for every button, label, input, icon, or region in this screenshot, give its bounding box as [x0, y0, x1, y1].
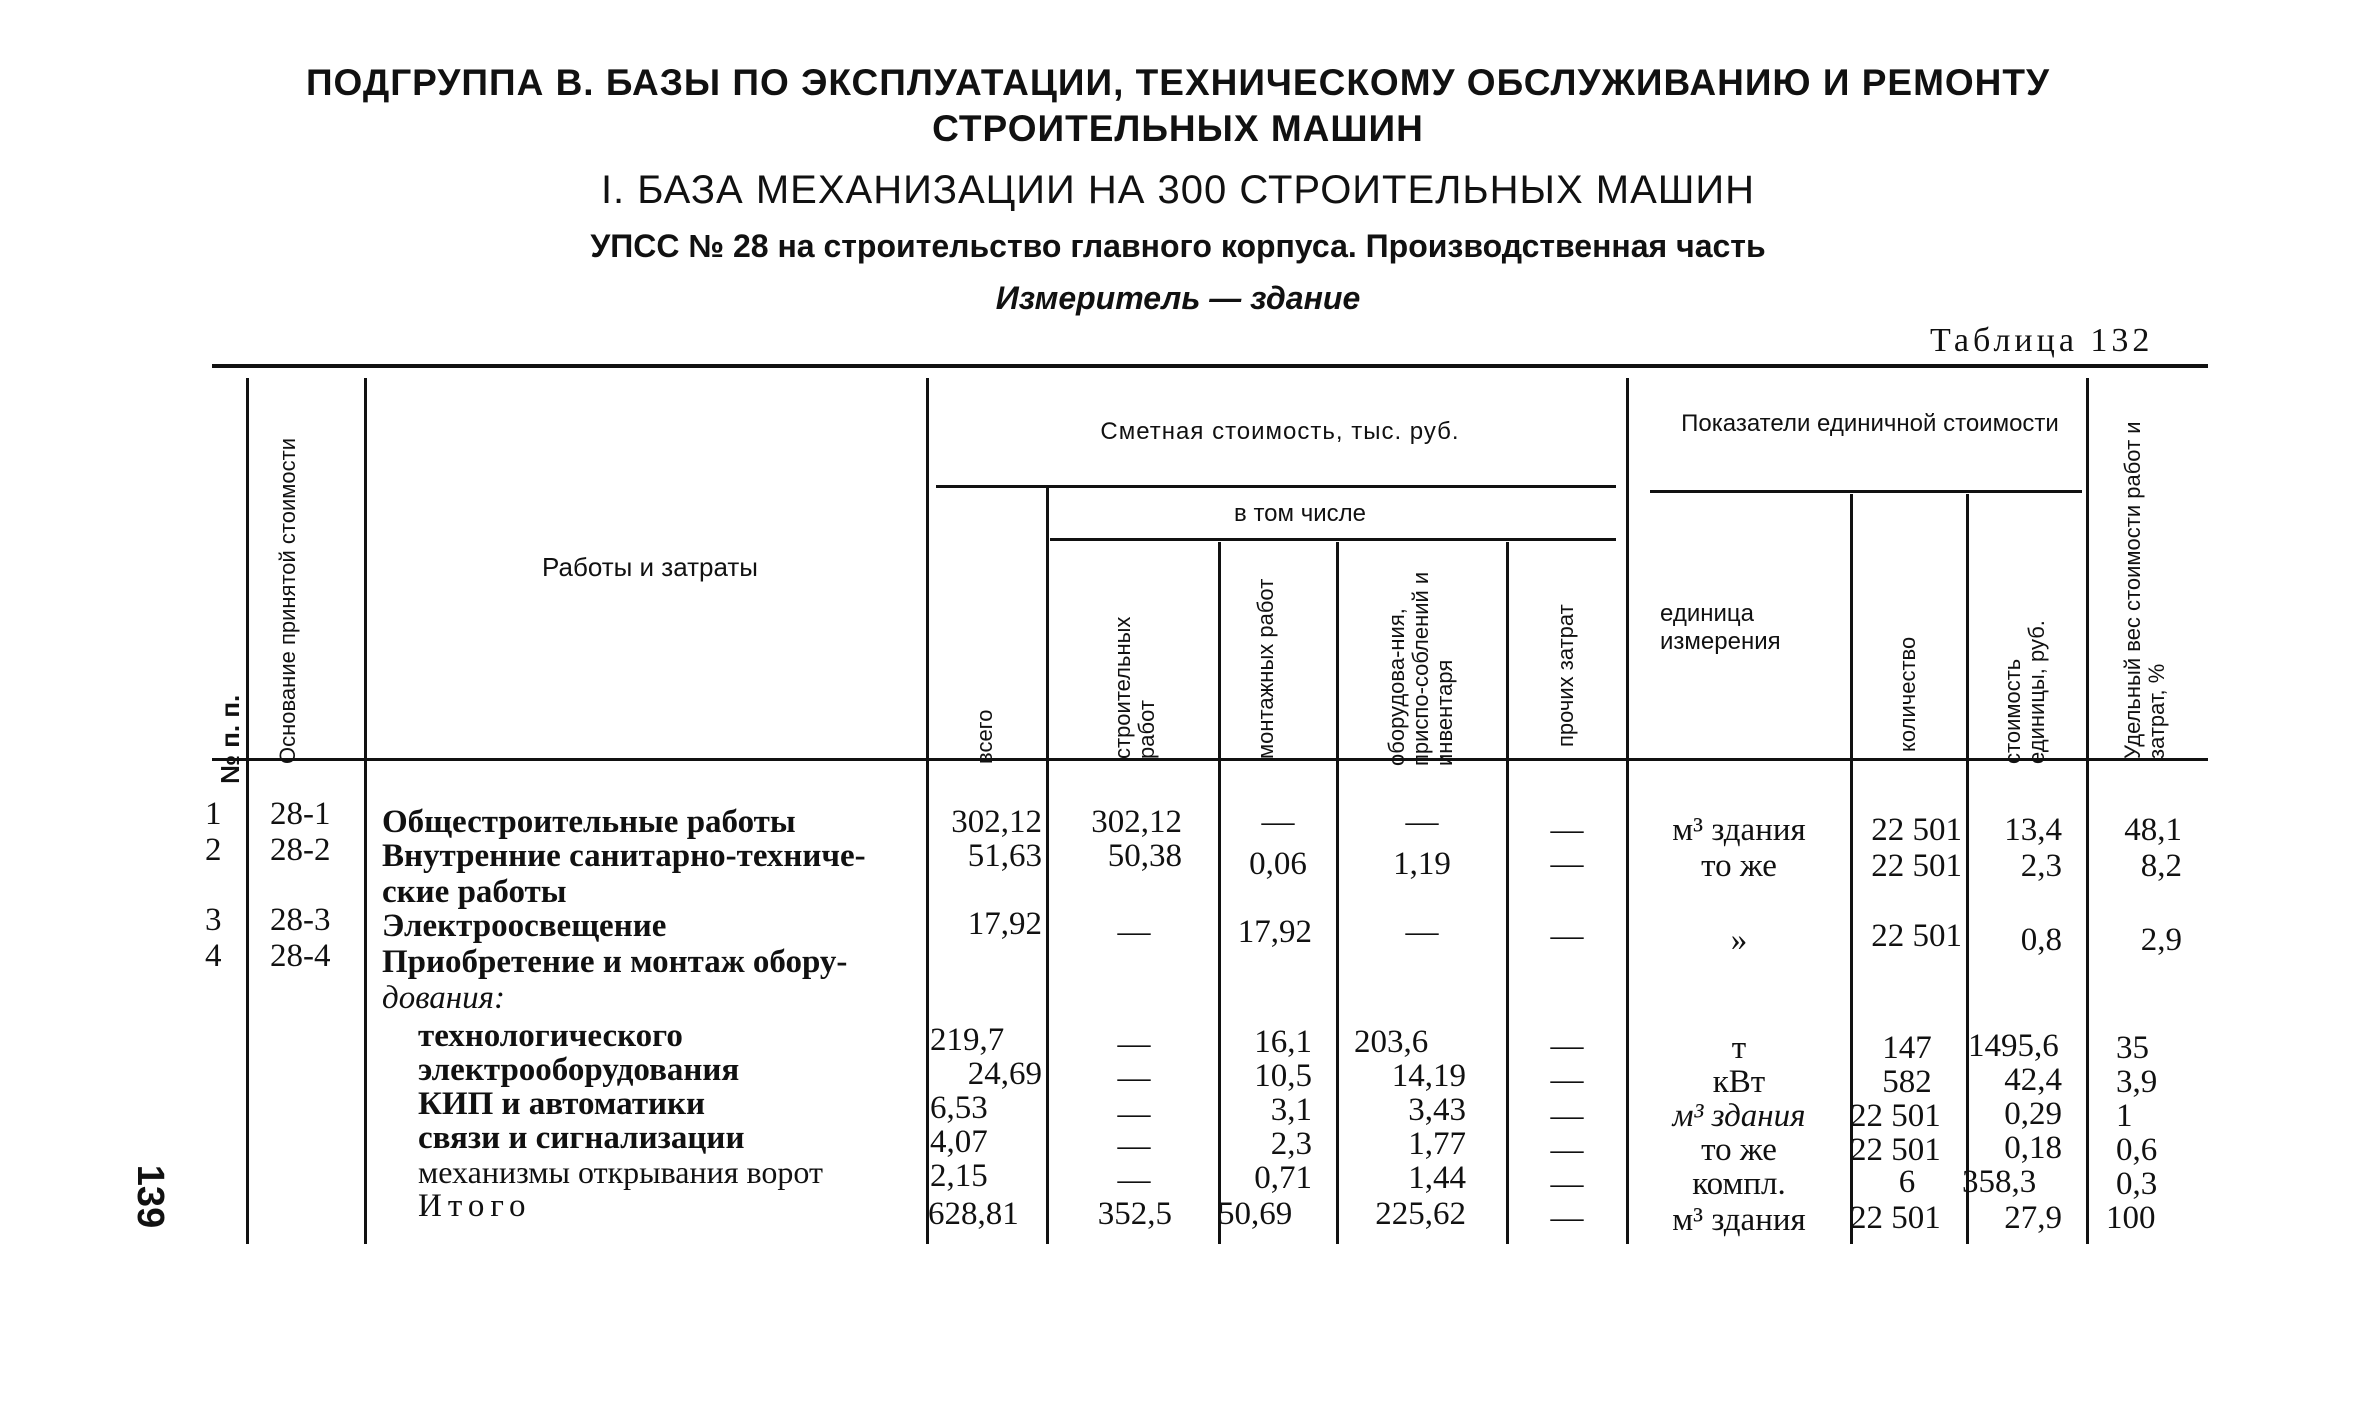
subrow-5-unit: компл. — [1692, 1166, 1786, 1202]
col-divider — [1506, 542, 1509, 1244]
subrow-2-equip: 14,19 — [1391, 1058, 1466, 1094]
subrow-1-constr: — — [1117, 1026, 1151, 1062]
row-1-name: Общестроительные работы — [382, 804, 796, 840]
row-1-ucost: 13,4 — [2004, 812, 2062, 848]
row-1-constr: 302,12 — [1091, 804, 1182, 840]
page-number: 139 — [129, 1164, 172, 1229]
total-row-constr: 352,5 — [1097, 1196, 1172, 1232]
subrow-2-qty: 582 — [1882, 1064, 1932, 1100]
subgroup-title-line1: ПОДГРУППА В. БАЗЫ ПО ЭКСПЛУАТАЦИИ, ТЕХНИЧЕСКОМУ ОБСЛУЖИВАНИЮ И РЕМОНТУ — [305, 62, 2051, 103]
subrow-4-equip: 1,77 — [1408, 1126, 1466, 1162]
col-divider — [1626, 378, 1629, 1244]
row-2-qty: 22 501 — [1871, 848, 1962, 884]
subrow-5-ucost: 358,3 — [1962, 1164, 2037, 1200]
row-3-ucost: 0,8 — [2020, 922, 2062, 958]
row-1-share: 48,1 — [2124, 812, 2182, 848]
subrow-2-name: электрооборудования — [418, 1052, 740, 1088]
row-4-basis: 28-4 — [270, 938, 331, 974]
row-2-equip: 1,19 — [1393, 846, 1451, 882]
section-title: I. БАЗА МЕХАНИЗАЦИИ НА 300 СТРОИТЕЛЬНЫХ МАШИН — [600, 168, 1756, 212]
col-header-num: № п. п. — [215, 694, 245, 784]
col-header-share: Удельный вес стоимости работ и затрат, % — [2120, 421, 2169, 759]
total-row-ucost: 27,9 — [2004, 1200, 2062, 1236]
row-2-ucost: 2,3 — [2020, 848, 2062, 884]
table-header-rule — [212, 758, 2208, 761]
row-3-basis: 28-3 — [270, 902, 331, 938]
col-header-unit-cost: стоимость единицы, руб. — [2000, 620, 2049, 764]
subrow-1-name: технологического — [418, 1018, 683, 1054]
subrow-4-qty: 22 501 — [1850, 1132, 1941, 1168]
subrow-4-total: 4,07 — [930, 1124, 988, 1160]
subrow-3-equip: 3,43 — [1408, 1092, 1466, 1128]
measure-line: Измеритель — здание — [995, 280, 1361, 316]
row-3-total: 17,92 — [967, 906, 1042, 942]
subrow-2-share: 3,9 — [2116, 1064, 2158, 1100]
col-divider — [1218, 542, 1221, 1244]
subrow-4-name: связи и сигнализации — [418, 1120, 745, 1156]
row-1-unit: м³ здания — [1672, 812, 1806, 848]
row-3-equip: — — [1405, 914, 1439, 950]
subrow-3-constr: — — [1117, 1096, 1151, 1132]
row-4-name: Приобретение и монтаж обору- — [382, 944, 848, 980]
subrow-1-other: — — [1550, 1028, 1584, 1064]
row-2-share: 8,2 — [2140, 848, 2182, 884]
col-header-total: всего — [972, 709, 997, 764]
row-1-basis: 28-1 — [270, 796, 331, 832]
row-2-num: 2 — [205, 832, 222, 868]
subrow-5-total: 2,15 — [930, 1158, 988, 1194]
row-3-other: — — [1550, 918, 1584, 954]
col-header-unit: единица измерения — [1660, 600, 1781, 655]
row-4-num: 4 — [205, 938, 222, 974]
subrow-2-total: 24,69 — [967, 1056, 1042, 1092]
subrow-1-share: 35 — [2116, 1030, 2149, 1066]
subrow-3-share: 1 — [2116, 1098, 2133, 1134]
subrow-5-constr: — — [1117, 1162, 1151, 1198]
row-1-install: — — [1261, 804, 1295, 840]
subrow-1-equip: 203,6 — [1354, 1024, 1429, 1060]
total-row-install: 50,69 — [1218, 1196, 1293, 1232]
col-header-equipment: оборудова-ния, приспо-соблений и инвентаря — [1384, 571, 1457, 766]
subrow-3-install: 3,1 — [1270, 1092, 1312, 1128]
subrow-3-total: 6,53 — [930, 1090, 988, 1126]
row-3-unit: » — [1730, 922, 1748, 958]
total-row-qty: 22 501 — [1850, 1200, 1941, 1236]
col-header-quantity: количество — [1895, 636, 1920, 752]
row-2-other: — — [1550, 846, 1584, 882]
cost-group-rule — [936, 485, 1616, 488]
col-divider — [364, 378, 367, 1244]
subrow-1-unit: т — [1731, 1030, 1747, 1066]
subrow-2-other: — — [1550, 1062, 1584, 1098]
row-2-unit: то же — [1701, 848, 1777, 884]
subrow-1-install: 16,1 — [1254, 1024, 1312, 1060]
col-header-basis: Основание принятой стоимости — [275, 437, 300, 764]
col-divider — [246, 378, 249, 1244]
col-divider — [2086, 378, 2089, 1244]
row-3-num: 3 — [205, 902, 222, 938]
col-header-other: прочих затрат — [1553, 604, 1578, 747]
subrow-5-share: 0,3 — [2116, 1166, 2158, 1202]
in-that-rule — [1050, 538, 1616, 541]
row-1-num: 1 — [205, 796, 222, 832]
row-2-install: 0,06 — [1249, 846, 1307, 882]
upss-line: УПСС № 28 на строительство главного корпуса. Производственная часть — [590, 228, 1766, 264]
table-label: Таблица 132 — [1930, 322, 2154, 359]
row-2-total: 51,63 — [967, 838, 1042, 874]
subrow-1-qty: 147 — [1882, 1030, 1932, 1066]
row-2-constr: 50,38 — [1107, 838, 1182, 874]
row-2-name: Внутренние санитарно-техниче- — [382, 838, 866, 874]
subrow-5-name: механизмы открывания ворот — [418, 1154, 823, 1190]
row-2-name-cont: ские работы — [382, 874, 567, 910]
subrow-1-ucost: 1495,6 — [1968, 1028, 2059, 1064]
subrow-3-ucost: 0,29 — [2004, 1096, 2062, 1132]
row-3-install: 17,92 — [1237, 914, 1312, 950]
row-1-equip: — — [1405, 804, 1439, 840]
col-header-works: Работы и затраты — [542, 552, 758, 582]
subrow-4-unit: то же — [1701, 1132, 1777, 1168]
subrow-3-qty: 22 501 — [1850, 1098, 1941, 1134]
col-divider — [1046, 488, 1049, 1244]
row-3-name: Электроосвещение — [382, 908, 667, 944]
subrow-4-other: — — [1550, 1132, 1584, 1168]
row-3-share: 2,9 — [2140, 922, 2182, 958]
subrow-2-install: 10,5 — [1254, 1058, 1312, 1094]
subrow-2-constr: — — [1117, 1060, 1151, 1096]
total-row-unit: м³ здания — [1672, 1202, 1806, 1238]
col-divider — [1336, 542, 1339, 1244]
table-top-rule — [212, 364, 2208, 368]
total-row-name: Итого — [418, 1188, 532, 1224]
row-4-name-cont: дования: — [382, 980, 505, 1016]
total-row-equip: 225,62 — [1375, 1196, 1466, 1232]
col-header-cost-group: Сметная стоимость, тыс. руб. — [1100, 418, 1460, 445]
row-1-other: — — [1550, 812, 1584, 848]
subrow-4-install: 2,3 — [1270, 1126, 1312, 1162]
unit-group-rule — [1650, 490, 2082, 493]
row-3-constr: — — [1117, 914, 1151, 950]
subrow-3-name: КИП и автоматики — [418, 1086, 706, 1122]
subrow-1-total: 219,7 — [930, 1022, 1005, 1058]
subrow-4-constr: — — [1117, 1128, 1151, 1164]
row-3-qty: 22 501 — [1871, 918, 1962, 954]
col-header-unit-group: Показатели единичной стоимости — [1681, 410, 2059, 437]
col-header-construction: строительных работ — [1110, 616, 1159, 759]
subrow-2-unit: кВт — [1712, 1064, 1766, 1100]
total-row-total: 628,81 — [928, 1196, 1019, 1232]
subrow-4-ucost: 0,18 — [2004, 1130, 2062, 1166]
subrow-5-install: 0,71 — [1254, 1160, 1312, 1196]
row-1-total: 302,12 — [951, 804, 1042, 840]
subgroup-title-line2: СТРОИТЕЛЬНЫХ МАШИН — [932, 108, 1424, 149]
row-1-qty: 22 501 — [1871, 812, 1962, 848]
subrow-3-unit: м³ здания — [1672, 1098, 1806, 1134]
subrow-5-other: — — [1550, 1166, 1584, 1202]
col-header-in-that: в том числе — [1234, 500, 1366, 527]
row-2-basis: 28-2 — [270, 832, 331, 868]
subrow-5-equip: 1,44 — [1408, 1160, 1466, 1196]
subrow-3-other: — — [1550, 1098, 1584, 1134]
subrow-4-share: 0,6 — [2116, 1132, 2158, 1168]
total-row-share: 100 — [2106, 1200, 2156, 1236]
subrow-5-qty: 6 — [1898, 1164, 1916, 1200]
total-row-other: — — [1550, 1200, 1584, 1236]
col-header-installation: монтажных работ — [1253, 578, 1278, 759]
subrow-2-ucost: 42,4 — [2004, 1062, 2062, 1098]
col-divider — [926, 378, 929, 1244]
